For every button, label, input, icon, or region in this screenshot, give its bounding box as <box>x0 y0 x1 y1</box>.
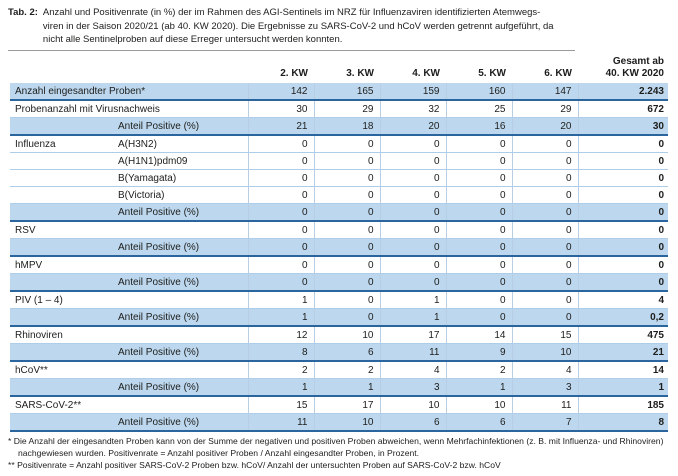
total-value-cell: 21 <box>578 344 668 362</box>
value-cell: 0 <box>380 239 446 257</box>
value-cell: 0 <box>314 309 380 327</box>
table-row <box>10 221 668 239</box>
row-sublabel: B(Yamagata) <box>118 170 248 187</box>
total-value-cell: 0 <box>578 135 668 153</box>
column-header-total-line2: 40. KW 2020 <box>605 68 664 79</box>
value-cell: 0 <box>314 291 380 309</box>
value-cell: 20 <box>512 118 578 136</box>
value-cell: 2 <box>248 361 314 379</box>
value-cell: 10 <box>446 396 512 414</box>
column-header-4kw: 4. KW <box>412 68 440 79</box>
value-cell: 1 <box>248 309 314 327</box>
data-table <box>10 51 668 432</box>
row-group-label: RSV <box>10 221 118 239</box>
value-cell: 0 <box>248 274 314 292</box>
value-cell: 2 <box>446 361 512 379</box>
value-cell: 10 <box>314 414 380 432</box>
total-value-cell: 4 <box>578 291 668 309</box>
row-sublabel: Anteil Positive (%) <box>118 274 248 292</box>
row-group-label <box>10 344 118 362</box>
table-row <box>10 239 668 257</box>
table-caption <box>8 6 660 47</box>
value-cell: 0 <box>446 291 512 309</box>
total-value-cell: 0 <box>578 187 668 204</box>
row-sublabel: Anteil Positive (%) <box>118 239 248 257</box>
value-cell: 0 <box>314 221 380 239</box>
total-value-cell: 14 <box>578 361 668 379</box>
value-cell: 0 <box>380 204 446 222</box>
table-row <box>10 153 668 170</box>
row-group-label <box>10 309 118 327</box>
value-cell: 25 <box>446 100 512 118</box>
value-cell: 1 <box>380 291 446 309</box>
row-sublabel <box>118 221 248 239</box>
value-cell: 165 <box>314 83 380 100</box>
value-cell: 1 <box>248 291 314 309</box>
row-sublabel <box>118 291 248 309</box>
footnote-double-asterisk: ** Positivenrate = Anzahl positiver SARS-CoV-2 Proben bzw. hCoV/ Anzahl der untersuchten Proben auf SARS-CoV-2 bzw. hCoV <box>8 460 501 470</box>
header-label-spacer <box>10 51 248 83</box>
value-cell: 0 <box>512 135 578 153</box>
value-cell: 6 <box>314 344 380 362</box>
value-cell: 0 <box>314 187 380 204</box>
row-sublabel: Anteil Positive (%) <box>118 344 248 362</box>
value-cell: 0 <box>248 135 314 153</box>
value-cell: 0 <box>380 187 446 204</box>
value-cell: 0 <box>512 204 578 222</box>
value-cell: 0 <box>314 135 380 153</box>
column-header-5kw: 5. KW <box>478 68 506 79</box>
table-body <box>10 83 668 431</box>
total-value-cell: 0 <box>578 170 668 187</box>
row-sublabel <box>118 361 248 379</box>
row-group-label: hCoV** <box>10 361 118 379</box>
value-cell: 8 <box>248 344 314 362</box>
column-header-total-line1: Gesamt ab <box>612 56 664 67</box>
row-sublabel: A(H1N1)pdm09 <box>118 153 248 170</box>
value-cell: 0 <box>446 170 512 187</box>
row-sublabel: A(H3N2) <box>118 135 248 153</box>
row-group-label <box>10 118 118 136</box>
row-sublabel: Anteil Positive (%) <box>118 414 248 432</box>
caption-line: Anzahl und Positivenrate (in %) der im Rahmen des AGI-Sentinels im NRZ für Influenzaviren identifizierten Atemwegs- <box>42 7 541 18</box>
table-row <box>10 344 668 362</box>
value-cell: 20 <box>380 118 446 136</box>
value-cell: 12 <box>248 326 314 344</box>
value-cell: 0 <box>446 309 512 327</box>
total-value-cell: 672 <box>578 100 668 118</box>
value-cell: 15 <box>512 326 578 344</box>
total-value-cell: 475 <box>578 326 668 344</box>
row-group-label <box>10 239 118 257</box>
value-cell: 0 <box>248 239 314 257</box>
row-sublabel <box>118 326 248 344</box>
value-cell: 10 <box>380 396 446 414</box>
value-cell: 4 <box>380 361 446 379</box>
row-group-label <box>10 204 118 222</box>
row-group-label: Influenza <box>10 135 118 153</box>
row-label: Anzahl eingesandter Proben* <box>10 83 248 100</box>
value-cell: 30 <box>248 100 314 118</box>
table-row <box>10 396 668 414</box>
value-cell: 0 <box>446 153 512 170</box>
value-cell: 0 <box>248 204 314 222</box>
value-cell: 0 <box>512 256 578 274</box>
value-cell: 0 <box>512 153 578 170</box>
value-cell: 0 <box>380 153 446 170</box>
total-value-cell: 8 <box>578 414 668 432</box>
row-sublabel: Anteil Positive (%) <box>118 204 248 222</box>
value-cell: 0 <box>512 309 578 327</box>
header-row <box>10 51 668 83</box>
value-cell: 2 <box>314 361 380 379</box>
value-cell: 0 <box>314 153 380 170</box>
total-value-cell: 0,2 <box>578 309 668 327</box>
table-row <box>10 118 668 136</box>
value-cell: 0 <box>248 153 314 170</box>
value-cell: 0 <box>446 256 512 274</box>
value-cell: 0 <box>446 187 512 204</box>
value-cell: 0 <box>314 170 380 187</box>
value-cell: 11 <box>512 396 578 414</box>
table-row <box>10 83 668 100</box>
column-header-6kw: 6. KW <box>544 68 572 79</box>
value-cell: 0 <box>248 170 314 187</box>
value-cell: 9 <box>446 344 512 362</box>
row-group-label: Rhinoviren <box>10 326 118 344</box>
value-cell: 0 <box>446 221 512 239</box>
row-group-label <box>10 153 118 170</box>
table-row <box>10 309 668 327</box>
value-cell: 6 <box>446 414 512 432</box>
value-cell: 1 <box>446 379 512 397</box>
value-cell: 0 <box>248 221 314 239</box>
row-group-label: PIV (1 – 4) <box>10 291 118 309</box>
caption-tag: Tab. 2: <box>8 7 38 18</box>
table-row <box>10 100 668 118</box>
value-cell: 160 <box>446 83 512 100</box>
total-value-cell: 0 <box>578 239 668 257</box>
row-sublabel <box>118 256 248 274</box>
column-header-total <box>578 51 668 83</box>
value-cell: 29 <box>512 100 578 118</box>
row-group-label: hMPV <box>10 256 118 274</box>
value-cell: 15 <box>248 396 314 414</box>
value-cell: 7 <box>512 414 578 432</box>
value-cell: 21 <box>248 118 314 136</box>
total-value-cell: 30 <box>578 118 668 136</box>
total-value-cell: 0 <box>578 256 668 274</box>
row-group-label <box>10 274 118 292</box>
total-value-cell: 0 <box>578 153 668 170</box>
value-cell: 10 <box>512 344 578 362</box>
value-cell: 16 <box>446 118 512 136</box>
value-cell: 159 <box>380 83 446 100</box>
footnotes <box>8 435 670 471</box>
table-row <box>10 414 668 432</box>
row-group-label <box>10 187 118 204</box>
value-cell: 0 <box>512 221 578 239</box>
caption-line: nicht alle Sentinelproben auf diese Erreger untersucht werden konnten. <box>42 34 343 45</box>
value-cell: 0 <box>446 135 512 153</box>
value-cell: 3 <box>380 379 446 397</box>
table-row <box>10 135 668 153</box>
total-value-cell: 0 <box>578 204 668 222</box>
table-row <box>10 204 668 222</box>
row-group-label <box>10 414 118 432</box>
row-label: Probenanzahl mit Virusnachweis <box>10 100 248 118</box>
value-cell: 0 <box>314 239 380 257</box>
table-row <box>10 361 668 379</box>
value-cell: 17 <box>380 326 446 344</box>
row-sublabel: B(Victoria) <box>118 187 248 204</box>
value-cell: 14 <box>446 326 512 344</box>
value-cell: 0 <box>314 256 380 274</box>
table-row <box>10 326 668 344</box>
value-cell: 17 <box>314 396 380 414</box>
row-group-label: SARS-CoV-2** <box>10 396 118 414</box>
value-cell: 11 <box>248 414 314 432</box>
caption-text <box>43 6 554 47</box>
value-cell: 32 <box>380 100 446 118</box>
value-cell: 0 <box>380 170 446 187</box>
value-cell: 11 <box>380 344 446 362</box>
value-cell: 0 <box>248 256 314 274</box>
value-cell: 0 <box>512 170 578 187</box>
value-cell: 0 <box>512 239 578 257</box>
row-sublabel: Anteil Positive (%) <box>118 309 248 327</box>
value-cell: 29 <box>314 100 380 118</box>
value-cell: 3 <box>512 379 578 397</box>
caption-line: viren in der Saison 2020/21 (ab 40. KW 2020). Die Ergebnisse zu SARS-CoV-2 und hCoV werden getrennt aufgeführt, da <box>42 20 554 32</box>
value-cell: 0 <box>314 204 380 222</box>
value-cell: 0 <box>512 274 578 292</box>
value-cell: 0 <box>512 187 578 204</box>
table-row <box>10 170 668 187</box>
value-cell: 147 <box>512 83 578 100</box>
total-value-cell: 0 <box>578 221 668 239</box>
value-cell: 142 <box>248 83 314 100</box>
total-value-cell: 185 <box>578 396 668 414</box>
total-value-cell: 0 <box>578 274 668 292</box>
value-cell: 0 <box>446 204 512 222</box>
value-cell: 0 <box>314 274 380 292</box>
value-cell: 0 <box>512 291 578 309</box>
value-cell: 0 <box>446 239 512 257</box>
total-value-cell: 1 <box>578 379 668 397</box>
value-cell: 1 <box>380 309 446 327</box>
row-group-label <box>10 170 118 187</box>
value-cell: 6 <box>380 414 446 432</box>
table-row <box>10 379 668 397</box>
table-row <box>10 291 668 309</box>
footnote-single-asterisk: * Die Anzahl der eingesandten Proben kann von der Summe der negativen und positiven Proben abweichen, wenn Mehrfachinfektionen (z. B. mit Influenza- und Rhinoviren) nachgewiesen wurden. Positivenrate = Anzahl positiver Proben / Anzahl eingesandter Proben, in Prozent. <box>8 436 664 458</box>
value-cell: 0 <box>380 135 446 153</box>
column-header-2kw: 2. KW <box>280 68 308 79</box>
total-value-cell: 2.243 <box>578 83 668 100</box>
row-sublabel: Anteil Positive (%) <box>118 379 248 397</box>
value-cell: 0 <box>248 187 314 204</box>
value-cell: 1 <box>314 379 380 397</box>
table-row <box>10 274 668 292</box>
value-cell: 10 <box>314 326 380 344</box>
value-cell: 0 <box>380 256 446 274</box>
value-cell: 1 <box>248 379 314 397</box>
value-cell: 0 <box>380 221 446 239</box>
row-sublabel <box>118 396 248 414</box>
column-header-3kw: 3. KW <box>346 68 374 79</box>
row-group-label <box>10 379 118 397</box>
value-cell: 4 <box>512 361 578 379</box>
value-cell: 0 <box>446 274 512 292</box>
value-cell: 18 <box>314 118 380 136</box>
value-cell: 0 <box>380 274 446 292</box>
row-sublabel: Anteil Positive (%) <box>118 118 248 136</box>
table-row <box>10 187 668 204</box>
table-row <box>10 256 668 274</box>
